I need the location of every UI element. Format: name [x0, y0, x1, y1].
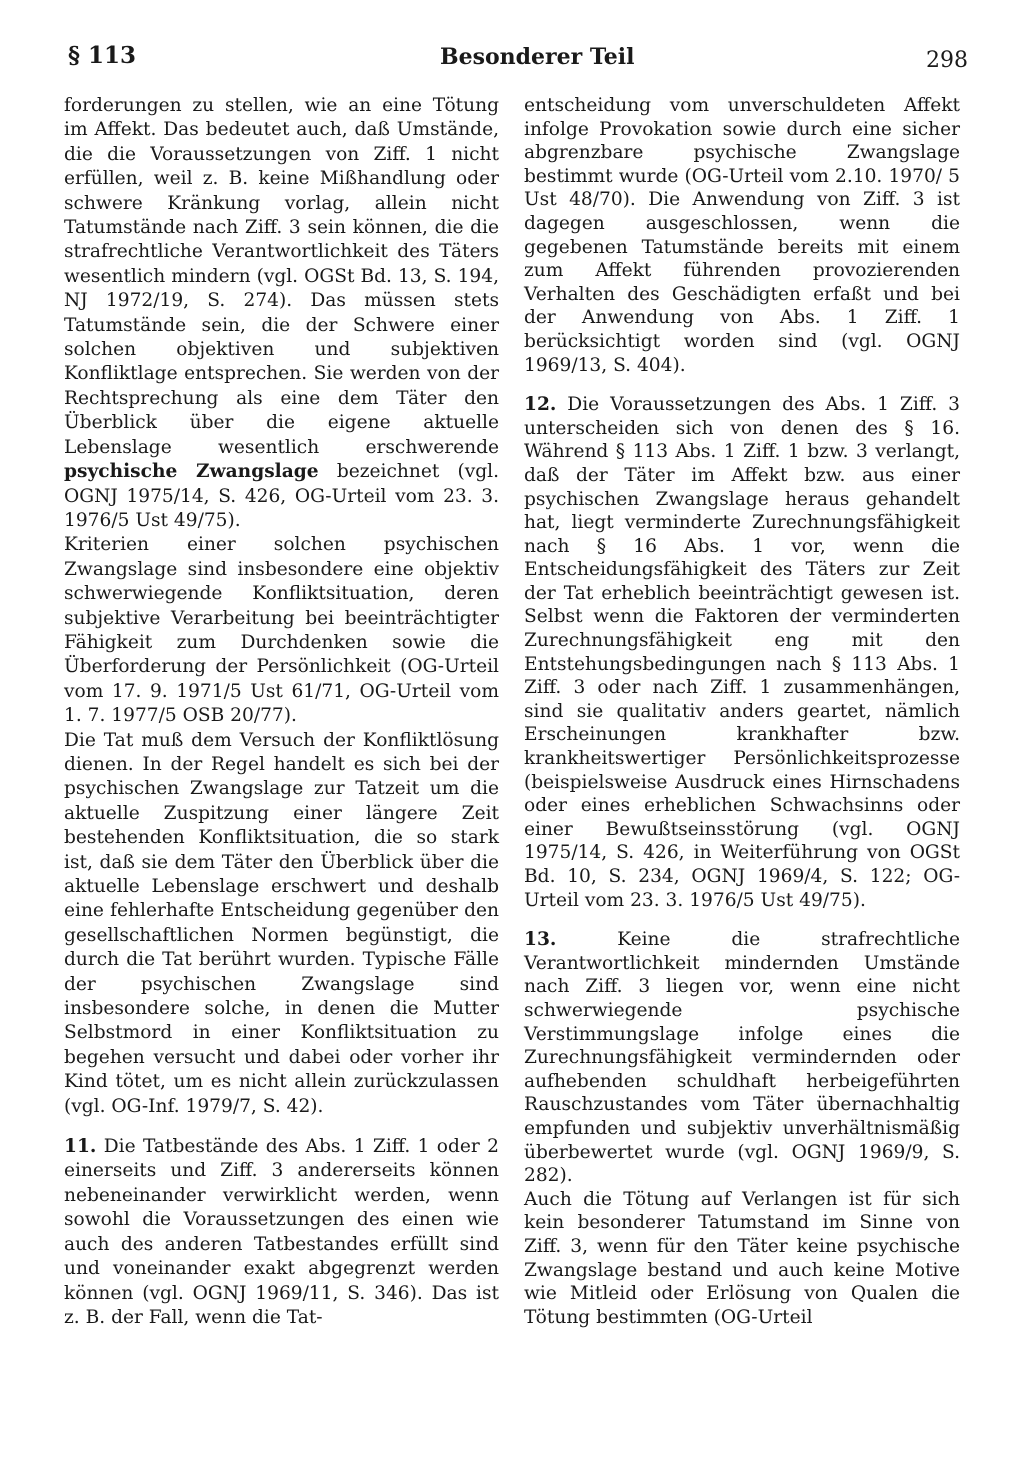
paragraph-text: Die Voraussetzungen des Abs. 1 Ziff. 3 unterscheiden sich von denen des § 16. Während § 113 Abs. 1 Ziff. 1 bzw. 3 verlangt, daß der Täter im Affekt bzw. aus einer psychischen Zwangslage heraus gehandelt hat, liegt verminderte Zurechnungsfähigkeit nach § 16 Abs. 1 vor, wenn die Entscheidungsfähigkeit des Täters zur Zeit der Tat erheblich beeinträchtigt gewesen ist. Selbst wenn die Faktoren der verminderten Zurechnungsfähigkeit eng mit den Entstehungsbedingungen nach § 113 Abs. 1 Ziff. 3 oder nach Ziff. 1 zusammenhängen, sind sie qualitativ anders geartet, nämlich Erscheinungen krankhafter bzw. krankheitswertiger Persönlichkeitsprozesse (beispielsweise Ausdruck eines Hirnschadens oder eines erheblichen Schwachsinns oder einer Bewußtseinsstörung (vgl. OGNJ 1975/14, S. 426, in Weiterführung von OGSt Bd. 10, S. 234, OGNJ 1969/4, S. 122; OG- Urteil vom 23. 3. 1976/5 Ust 49/75).: [524, 394, 960, 911]
numbered-paragraph: [64, 1135, 499, 1330]
paragraph-text: bezeichnet (vgl. OGNJ 1975/14, S. 426, OG-Urteil vom 23. 3. 1976/5 Ust 49/75).: [64, 461, 499, 531]
numbered-paragraph: [524, 393, 960, 912]
section-reference: § 113: [68, 42, 137, 69]
page-header: [68, 42, 968, 82]
paragraph-number: 12.: [524, 394, 557, 416]
paragraph-number: 11.: [64, 1136, 97, 1158]
bold-term: psychische Zwangslage: [64, 461, 319, 483]
paragraph: Die Tat muß dem Versuch der Konfliktlösung dienen. In der Regel handelt es sich bei der psychischen Zwangslage zur Tatzeit um die aktuelle Zuspitzung einer längere Zeit bestehenden Konfliktsituation, die so stark ist, daß sie dem Täter den Überblick über die aktuelle Lebenslage erschwert und deshalb eine fehlerhafte Entscheidung gegenüber den gesellschaftlichen Normen begünstigt, die durch die Tat berührt wurden. Typische Fälle der psychischen Zwangslage sind insbesondere solche, in denen die Mutter Selbstmord in einer Konfliktsituation zu begehen versucht und dabei oder vorher ihr Kind tötet, um es nicht allein zurückzulassen (vgl. OG-Inf. 1979/7, S. 42).: [64, 729, 499, 1117]
paragraph: Kriterien einer solchen psychischen Zwangslage sind insbesondere eine objektiv schwerwiegende Konfliktsituation, deren subjektive Verarbeitung bei beeinträchtigter Fähigkeit zum Durchdenken sowie die Überforderung der Persönlichkeit (OG-Urteil vom 17. 9. 1971/5 Ust 61/71, OG-Urteil vom 1. 7. 1977/5 OSB 20/77).: [64, 534, 499, 727]
paragraph: [64, 94, 499, 533]
running-title: Besonderer Teil: [440, 44, 635, 70]
paragraph-text: Die Tatbestände des Abs. 1 Ziff. 1 oder 2 einerseits und Ziff. 3 andererseits können nebeneinander verwirklicht werden, wenn sowohl die Voraussetzungen des einen wie auch des anderen Tatbestandes erfüllt sind und voneinander exakt abgegrenzt werden können (vgl. OGNJ 1969/11, S. 346). Das ist z. B. der Fall, wenn die Tat-: [64, 1136, 499, 1328]
paragraph-number: 13.: [524, 929, 557, 951]
right-column: [524, 94, 960, 1329]
paragraph: Auch die Tötung auf Verlangen ist für sich kein besonderer Tatumstand im Sinne von Ziff. 3, wenn für den Täter keine psychische Zwangslage bestand und auch keine Motive wie Mitleid oder Erlösung von Qualen die Tötung bestimmten (OG-Urteil: [524, 1188, 960, 1328]
left-column: [64, 94, 499, 1330]
paragraph: entscheidung vom unverschuldeten Affekt infolge Provokation sowie durch eine sicher abgrenzbare psychische Zwangslage bestimmt wurde (OG-Urteil vom 2.10. 1970/ 5 Ust 48/70). Die Anwendung von Ziff. 3 ist dagegen ausgeschlossen, wenn die gegebenen Tatumstände bereits mit einem zum Affekt führenden provozierenden Verhalten des Geschädigten erfaßt und bei der Anwendung von Abs. 1 Ziff. 1 berücksichtigt worden sind (vgl. OGNJ 1969/13, S. 404).: [524, 95, 960, 376]
page-number: 298: [926, 48, 968, 73]
numbered-paragraph: [524, 928, 960, 1188]
paragraph-text: forderungen zu stellen, wie an eine Tötung im Affekt. Das bedeutet auch, daß Umstände, die die Voraussetzungen von Ziff. 1 nicht erfüllen, weil z. B. keine Mißhandlung oder schwere Kränkung vorlag, allein nicht Tatumstände nach Ziff. 3 sein können, die die strafrechtliche Verantwortlichkeit des Täters wesentlich mindern (vgl. OGSt Bd. 13, S. 194, NJ 1972/19, S. 274). Das müssen stets Tatumstände sein, die der Schwere einer solchen objektiven und subjektiven Konfliktlage entsprechen. Sie werden von der Rechtsprechung als eine dem Täter den Überblick über die eigene aktuelle Lebenslage wesentlich erschwerende: [64, 95, 499, 458]
paragraph-text: Keine die strafrechtliche Verantwortlichkeit mindernden Umstände nach Ziff. 3 liegen vor, wenn eine nicht schwerwiegende psychische Verstimmungslage infolge eines die Zurechnungsfähigkeit vermindernden oder aufhebenden schuldhaft herbeigeführten Rauschzustandes vom Täter übernachhaltig empfunden und subjektiv unverhältnismäßig überbewertet wurde (vgl. OGNJ 1969/9, S. 282).: [524, 929, 960, 1187]
